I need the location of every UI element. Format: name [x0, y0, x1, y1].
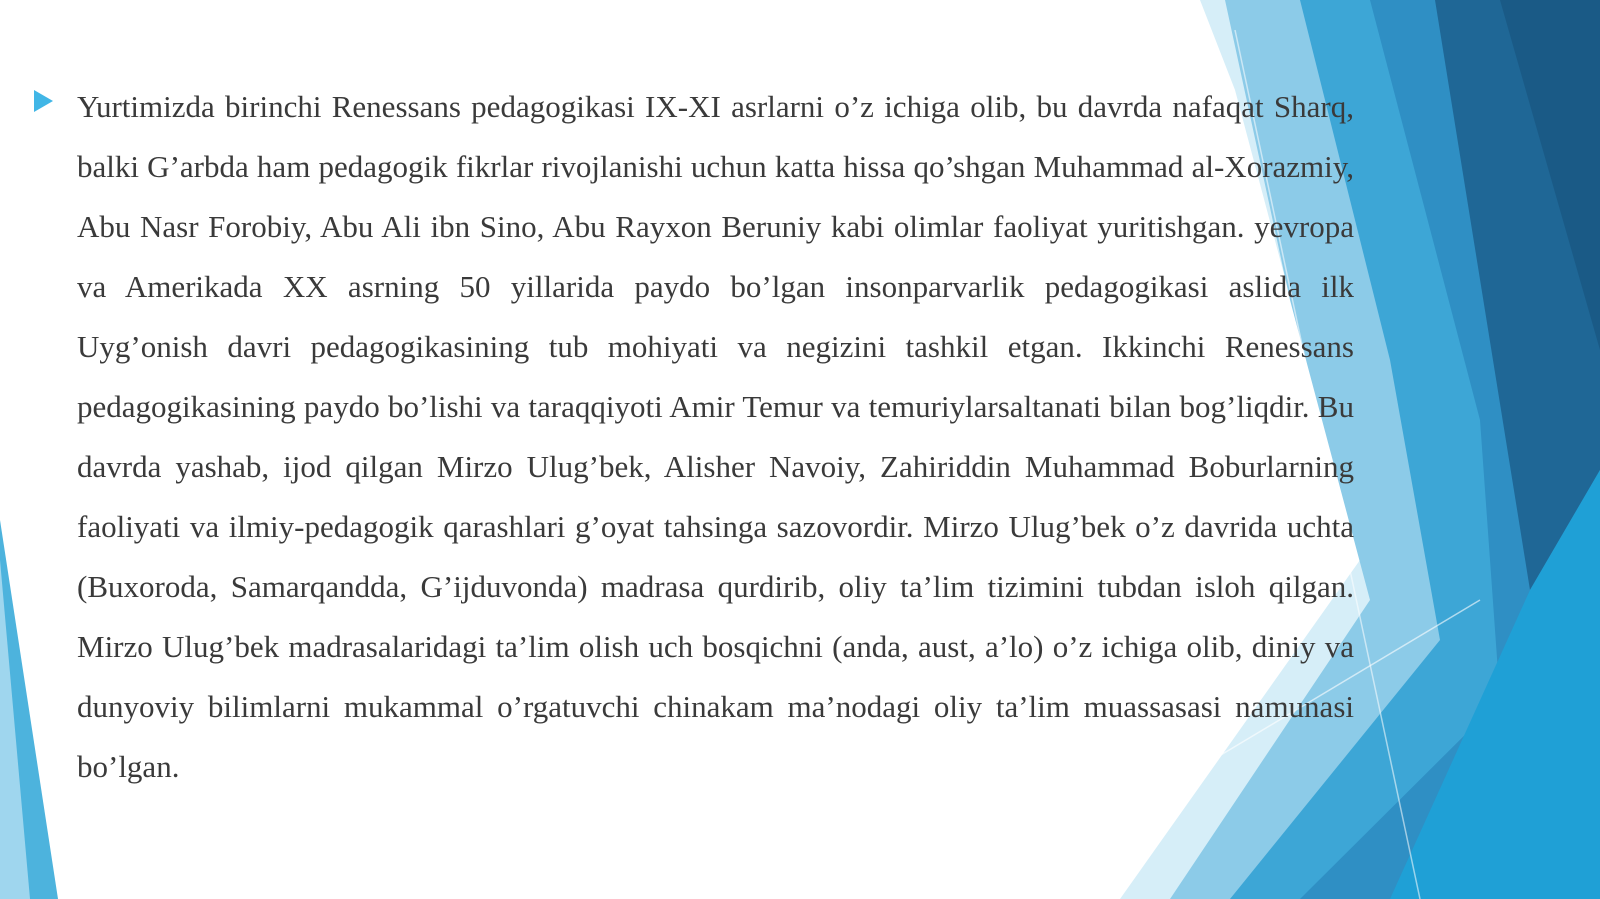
bullet-arrow-icon	[34, 90, 53, 112]
slide-body-paragraph: Yurtimizda birinchi Renessans pedagogikasi IX-XI asrlarni o’z ichiga olib, bu davrda nafaqat Sharq, balki G’arbda ham pedagogik fikrlar rivojlanishi uchun katta hissa qo’shgan Muhammad al-Xorazmiy, Abu Nasr Forobiy, Abu Ali ibn Sino, Abu Rayxon Beruniy kabi olimlar faoliyat yuritishgan. yevropa va Amerikada XX asrning 50 yillarida paydo bo’lgan insonparvarlik pedagogikasi aslida ilk Uyg’onish davri pedagogikasining tub mohiyati va negizini tashkil etgan. Ikkinchi Renessans pedagogikasining paydo bo’lishi va taraqqiyoti Amir Temur va temuriylarsaltanati bilan bog’liqdir. Bu davrda yashab, ijod qilgan Mirzo Ulug’bek, Alisher Navoiy, Zahiriddin Muhammad Boburlarning faoliyati va ilmiy-pedagogik qarashlari g’oyat tahsinga sazovordir. Mirzo Ulug’bek o’z davrida uchta (Buxoroda, Samarqandda, G’ijduvonda) madrasa qurdirib, oliy ta’lim tizimini tubdan isloh qilgan. Mirzo Ulug’bek madrasalaridagi ta’lim olish uch bosqichni (anda, aust, a’lo) o’z ichiga olib, diniy va dunyoviy bilimlarni mukammal o’rgatuvchi chinakam ma’nodagi oliy ta’lim muassasasi namunasi bo’lgan.	[77, 89, 1354, 784]
